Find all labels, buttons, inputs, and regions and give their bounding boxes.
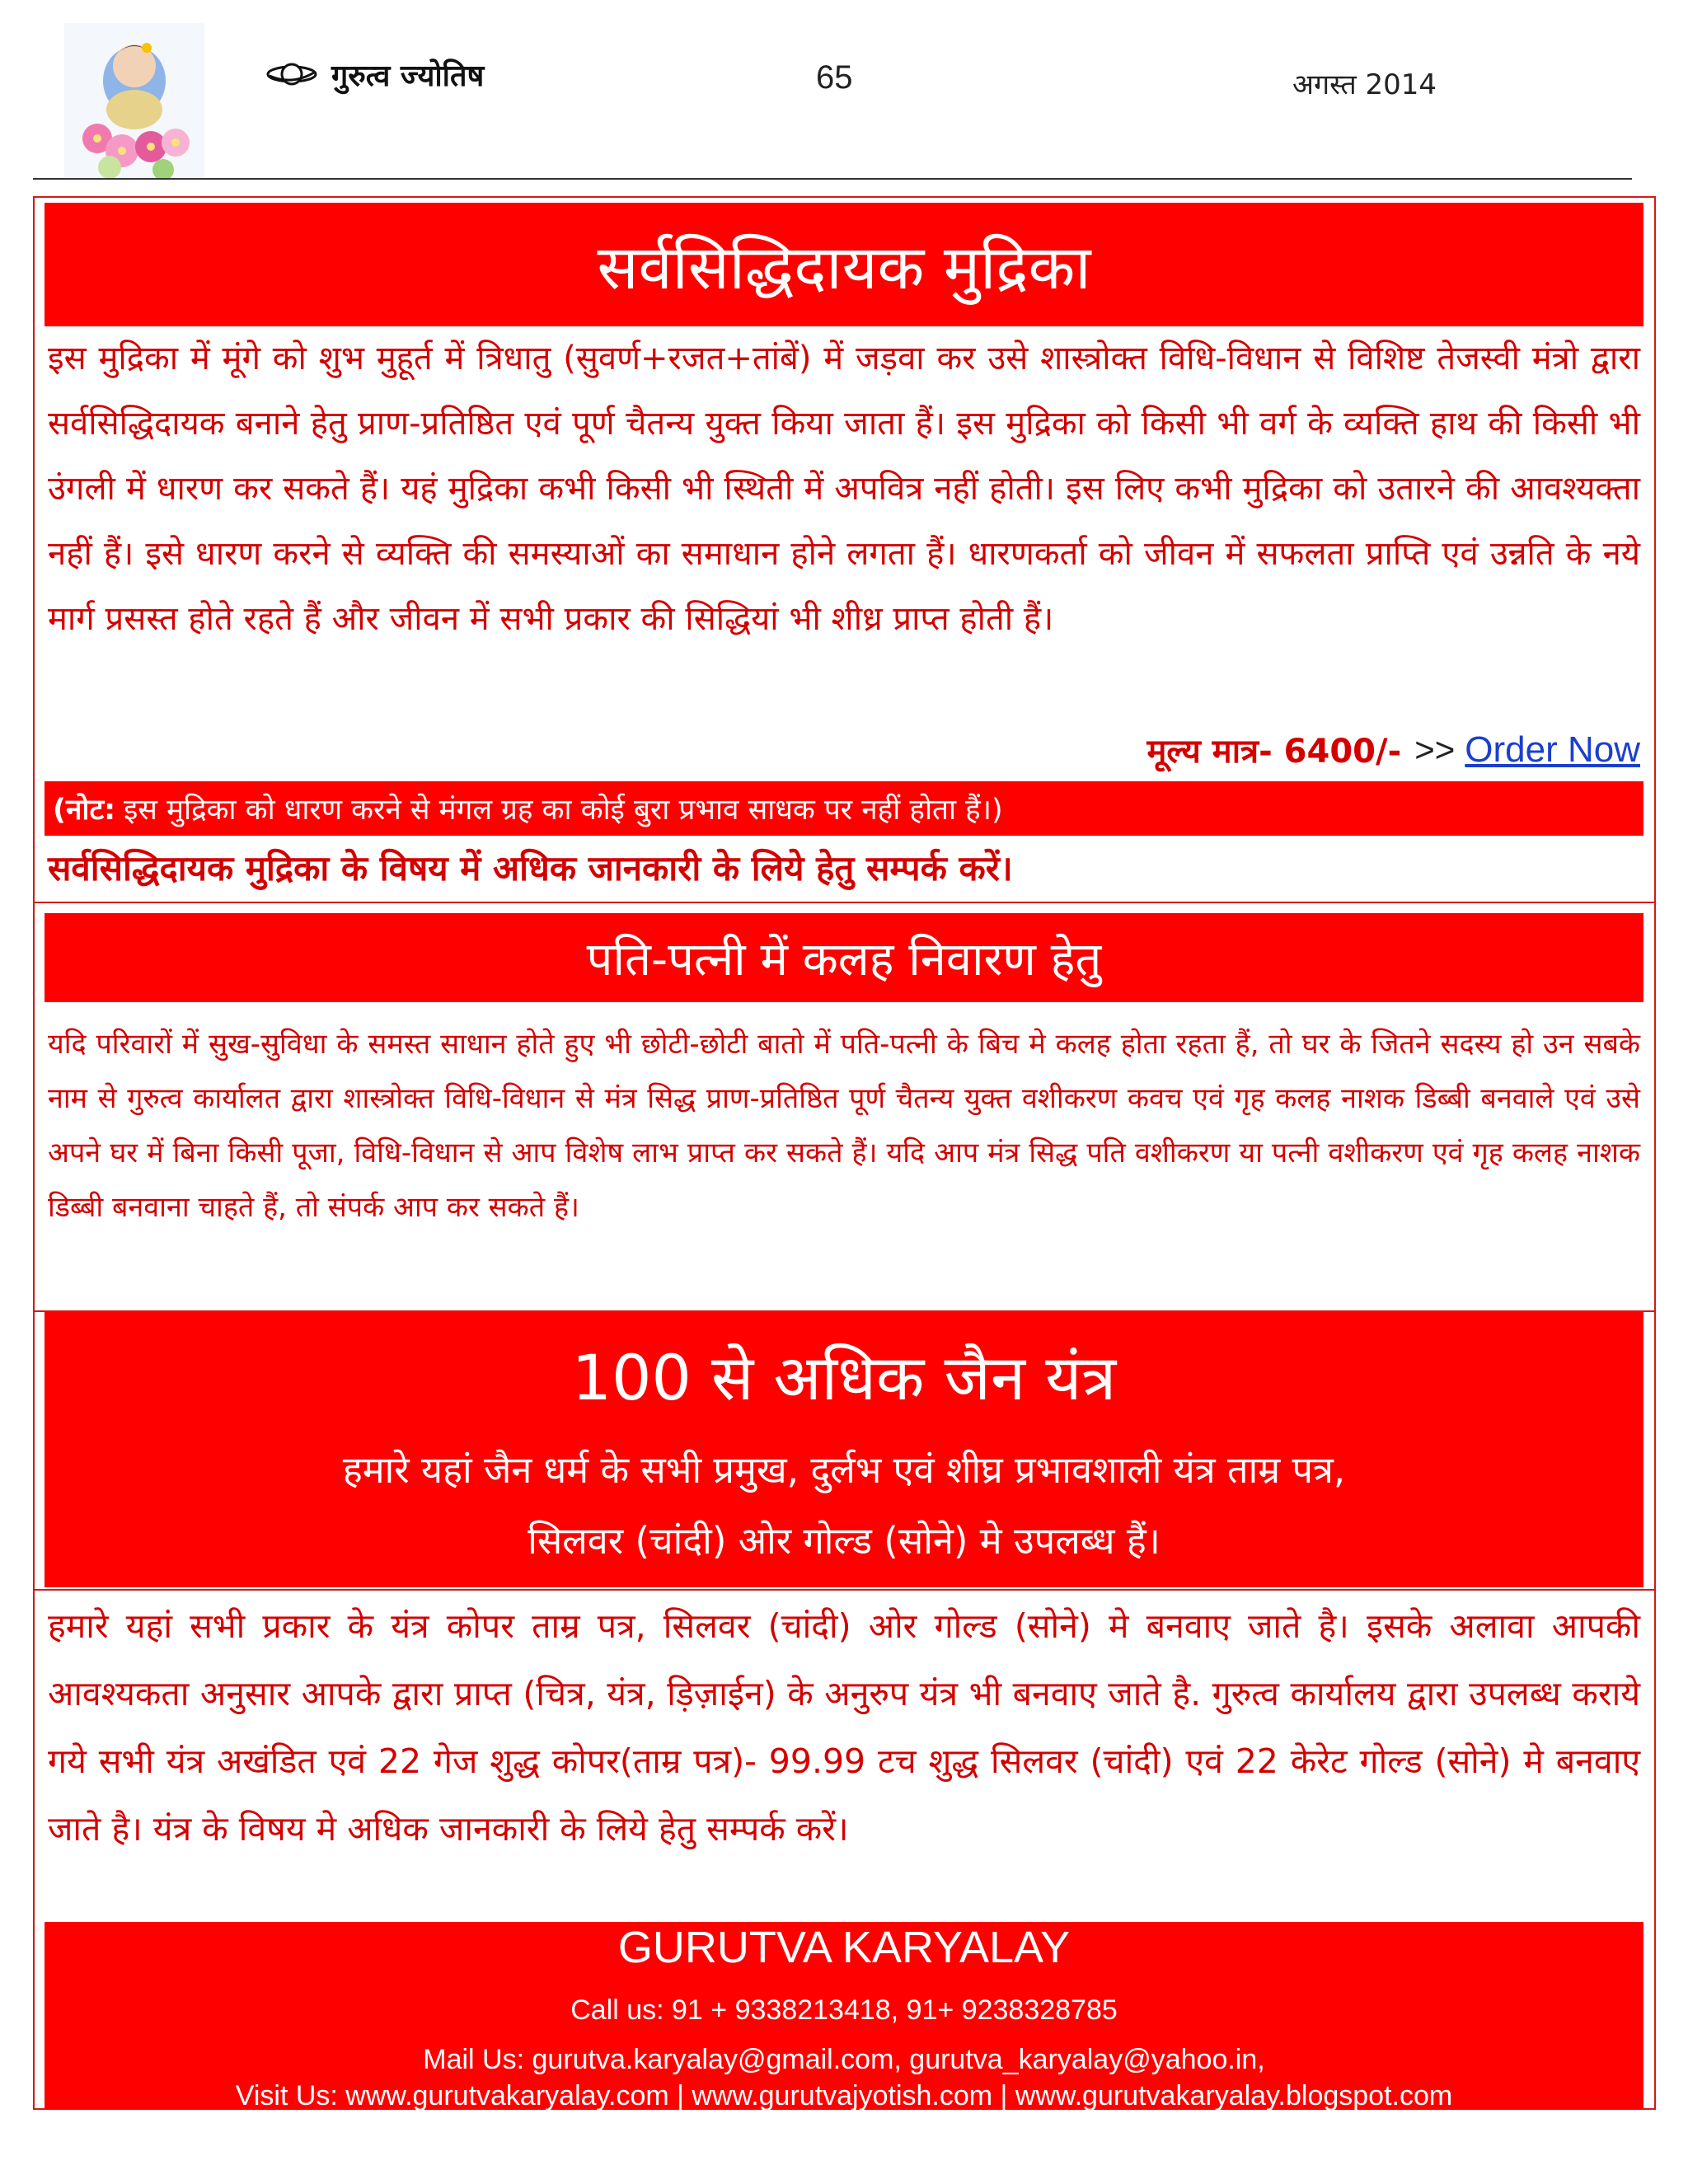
header-divider — [33, 178, 1632, 180]
section3-subtitle-line1: हमारे यहां जैन धर्म के सभी प्रमुख, दुर्लभ एवं शीघ्र प्रभावशाली यंत्र ताम्र पत्र, — [342, 1448, 1346, 1492]
section1-body: इस मुद्रिका में मूंगे को शुभ मुहूर्त में त्रिधातु (सुवर्ण+रजत+तांबें) में जड़वा कर उसे शास्त्रोक्त विधि-विधान से विशिष्ट तेजस्वी मंत्रो द्वारा सर्वसिद्धिदायक बनाने हेतु प्राण-प्रतिष्ठित एवं पूर्ण चैतन्य युक्त किया जाता हैं। इस मुद्रिका को किसी भी वर्ग के व्यक्ति हाथ की किसी भी उंगली में धारण कर सकते हैं। यहं मुद्रिका कभी किसी भी स्थिती में अपवित्र नहीं होती। इस लिए कभी मुद्रिका को उतारने की आवश्यक्ता नहीं हैं। इसे धारण करने से व्यक्ति की समस्याओं का समाधान होने लगता हैं। धारणकर्ता को जीवन में सफलता प्राप्ति एवं उन्नति के नये मार्ग प्रसस्त होते रहते हैं और जीवन में सभी प्रकार की सिद्धियां भी शीध्र प्राप्त होती हैं। — [48, 340, 1640, 638]
section1-note — [45, 781, 1643, 836]
footer-websites: Visit Us: www.gurutvakaryalay.com | www.gurutvajyotish.com | www.gurutvakaryalay.blogspot.com — [235, 2080, 1453, 2111]
section1-title: सर्वसिद्धिदायक मुद्रिका — [45, 203, 1643, 326]
note-text: इस मुद्रिका को धारण करने से मंगल ग्रह का कोई बुरा प्रभाव साधक पर नहीं होता हैं।) — [124, 793, 1003, 827]
issue-date: अगस्त 2014 — [1292, 68, 1437, 101]
section1-price-line — [48, 717, 1640, 782]
section1-contact: सर्वसिद्धिदायक मुद्रिका के विषय में अधिक जानकारी के लिये हेतु सम्पर्क करें। — [48, 848, 1013, 888]
section2-body: यदि परिवारों में सुख-सुविधा के समस्त साधान होते हुए भी छोटी-छोटी बातो में पति-पत्नी के बिच मे कलह होता रहता हैं, तो घर के जितने सदस्य हो उन सबके नाम से गुरुत्व कार्यालत द्वारा शास्त्रोक्त विधि-विधान से मंत्र सिद्ध प्राण-प्रतिष्ठित पूर्ण चैतन्य युक्त वशीकरण कवच एवं गृह कलह नाशक डिब्बी बनवाले एवं उसे अपने घर में बिना किसी पूजा, विधि-विधान से आप विशेष लाभ प्राप्त कर सकते हैं। यदि आप मंत्र सिद्ध पति वशीकरण या पत्नी वशीकरण एवं गृह कलह नाशक डिब्बी बनवाना चाहते हैं, तो संपर्क आप कर सकते हैं। — [48, 1028, 1640, 1224]
section-divider — [33, 1589, 1656, 1591]
section3-title: 100 से अधिक जैन यंत्र — [571, 1340, 1117, 1414]
section3-subtitle-line2: सिलवर (चांदी) ओर गोल्ड (सोने) मे उपलब्ध हैं। — [528, 1519, 1160, 1563]
brand-name: गुरुत्व ज्योतिष — [331, 59, 485, 93]
header-krishna-image — [64, 23, 204, 180]
footer-phone: Call us: 91 + 9338213418, 91+ 9238328785 — [570, 1994, 1118, 2026]
planet-icon — [265, 58, 318, 91]
footer-email: Mail Us: gurutva.karyalay@gmail.com, gurutva_karyalay@yahoo.in, — [423, 2044, 1265, 2075]
order-now-link[interactable]: Order Now — [1465, 729, 1640, 770]
brand — [265, 51, 484, 97]
page-number: 65 — [816, 59, 853, 96]
section2-title: पति-पत्नी में कलह निवारण हेतु — [45, 913, 1643, 1002]
footer-company-name: GURUTVA KARYALAY — [617, 1923, 1071, 1972]
section-divider — [33, 902, 1656, 903]
arrows: >> — [1414, 729, 1456, 769]
section4-body: हमारे यहां सभी प्रकार के यंत्र कोपर ताम्र पत्र, सिलवर (चांदी) ओर गोल्ड (सोने) मे बनवाए जाते है। इसके अलावा आपकी आवश्यकता अनुसार आपके द्वारा प्राप्त (चित्र, यंत्र, ड़िज़ाईन) के अनुरुप यंत्र भी बनवाए जाते है. गुरुत्व कार्यालय द्वारा उपलब्ध कराये गये सभी यंत्र अखंडित एवं 22 गेज शुद्ध कोपर(ताम्र पत्र)- 99.99 टच शुद्ध सिलवर (चांदी) एवं 22 केरेट गोल्ड (सोने) मे बनवाए जाते है। यंत्र के विषय मे अधिक जानकारी के लिये हेतु सम्पर्क करें। — [48, 1606, 1640, 1849]
price-label: मूल्य मात्र- 6400/- — [1146, 733, 1402, 771]
note-label: (नोट: — [53, 793, 116, 827]
